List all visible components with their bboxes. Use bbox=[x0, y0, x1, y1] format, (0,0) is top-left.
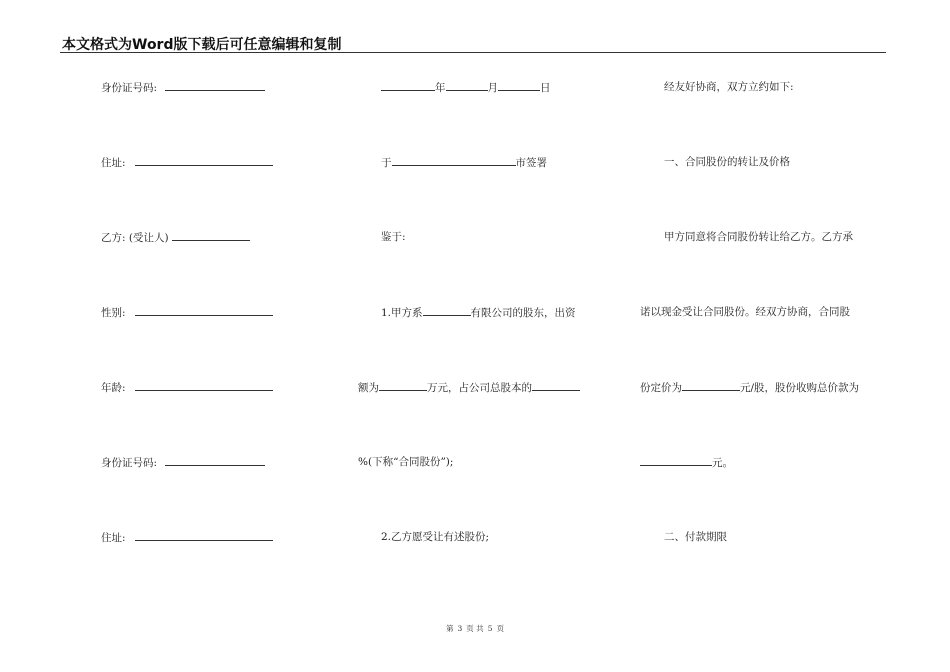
gender-label: 性别: bbox=[101, 307, 126, 319]
total-price-blank[interactable] bbox=[640, 455, 712, 466]
city-blank[interactable] bbox=[392, 155, 516, 166]
signing-place-line bbox=[381, 155, 547, 170]
clause-1-line-2 bbox=[358, 380, 580, 395]
clause-2-text: 2.乙方愿受让有述股份; bbox=[381, 531, 490, 543]
month-blank[interactable] bbox=[446, 80, 488, 91]
age-blank[interactable] bbox=[135, 380, 273, 391]
body-text: 元。 bbox=[712, 457, 733, 469]
address-label: 住址: bbox=[101, 532, 126, 544]
clause-1-text: 万元，占公司总股本的 bbox=[427, 382, 532, 394]
company-name-blank[interactable] bbox=[423, 305, 471, 316]
clause-1-line-3 bbox=[358, 455, 453, 469]
month-label: 月 bbox=[487, 82, 498, 94]
address-blank[interactable] bbox=[135, 155, 273, 166]
agreement-intro bbox=[664, 80, 794, 94]
header-divider bbox=[60, 52, 886, 53]
document-header-title: 本文格式为Word版下载后可任意编辑和复制 bbox=[62, 37, 342, 53]
body-text: 元/股，股份收购总价款为 bbox=[740, 382, 860, 394]
party-b-blank[interactable] bbox=[172, 230, 250, 241]
id-number-label: 身份证号码: bbox=[101, 82, 158, 94]
signing-suffix: 市签署 bbox=[515, 157, 547, 169]
signing-prefix: 于 bbox=[381, 157, 392, 169]
page-suffix: 页 bbox=[496, 624, 504, 633]
clause-1-text: %(下称“合同股份”); bbox=[358, 456, 454, 468]
address-label: 住址: bbox=[101, 157, 126, 169]
id-number-blank[interactable] bbox=[165, 80, 265, 91]
age-label: 年龄: bbox=[101, 382, 126, 394]
id-number-line-1 bbox=[101, 80, 265, 95]
body-text: 份定价为 bbox=[640, 382, 682, 394]
address-line-2 bbox=[101, 530, 273, 545]
share-percent-blank[interactable] bbox=[532, 380, 580, 391]
section-heading: 一、合同股份的转让及价格 bbox=[664, 156, 790, 168]
id-number-label: 身份证号码: bbox=[101, 457, 158, 469]
date-line bbox=[381, 80, 551, 95]
day-label: 日 bbox=[540, 82, 551, 94]
section-1-text-line-4 bbox=[640, 455, 733, 470]
page-mid: 页 共 bbox=[466, 624, 484, 633]
body-text: 诺以现金受让合同股份。经双方协商，合同股 bbox=[640, 306, 850, 318]
body-text: 甲方同意将合同股份转让给乙方。乙方承 bbox=[664, 231, 853, 243]
clause-1-text: 额为 bbox=[358, 382, 379, 394]
clause-1-line-1 bbox=[381, 305, 576, 320]
section-heading: 二、付款期限 bbox=[664, 531, 727, 543]
address-blank[interactable] bbox=[135, 530, 273, 541]
price-per-share-blank[interactable] bbox=[682, 380, 740, 391]
address-line-1 bbox=[101, 155, 273, 170]
day-blank[interactable] bbox=[498, 80, 540, 91]
capital-amount-blank[interactable] bbox=[379, 380, 427, 391]
clause-2-line bbox=[381, 530, 489, 544]
id-number-blank[interactable] bbox=[165, 455, 265, 466]
page-current: 3 bbox=[457, 624, 463, 633]
clause-1-text: 有限公司的股东，出资 bbox=[470, 307, 576, 319]
id-number-line-2 bbox=[101, 455, 265, 470]
year-blank[interactable] bbox=[381, 80, 435, 91]
clause-1-text: 1.甲方系 bbox=[381, 307, 423, 319]
year-label: 年 bbox=[435, 82, 446, 94]
page-footer bbox=[0, 623, 950, 634]
section-1-heading bbox=[664, 155, 790, 169]
section-1-text-line-3 bbox=[640, 380, 859, 395]
age-line bbox=[101, 380, 273, 395]
party-b-line bbox=[101, 230, 250, 245]
gender-line bbox=[101, 305, 273, 320]
section-2-heading bbox=[664, 530, 727, 544]
whereas-label: 鉴于: bbox=[381, 231, 406, 243]
section-1-text-line-1 bbox=[664, 230, 853, 244]
section-1-text-line-2 bbox=[640, 305, 850, 319]
page-prefix: 第 bbox=[446, 624, 454, 633]
party-b-label: 乙方: (受让人) bbox=[101, 232, 169, 244]
page-total: 5 bbox=[487, 624, 493, 633]
intro-text: 经友好协商，双方立约如下: bbox=[664, 81, 794, 93]
gender-blank[interactable] bbox=[135, 305, 273, 316]
whereas-line bbox=[381, 230, 406, 244]
